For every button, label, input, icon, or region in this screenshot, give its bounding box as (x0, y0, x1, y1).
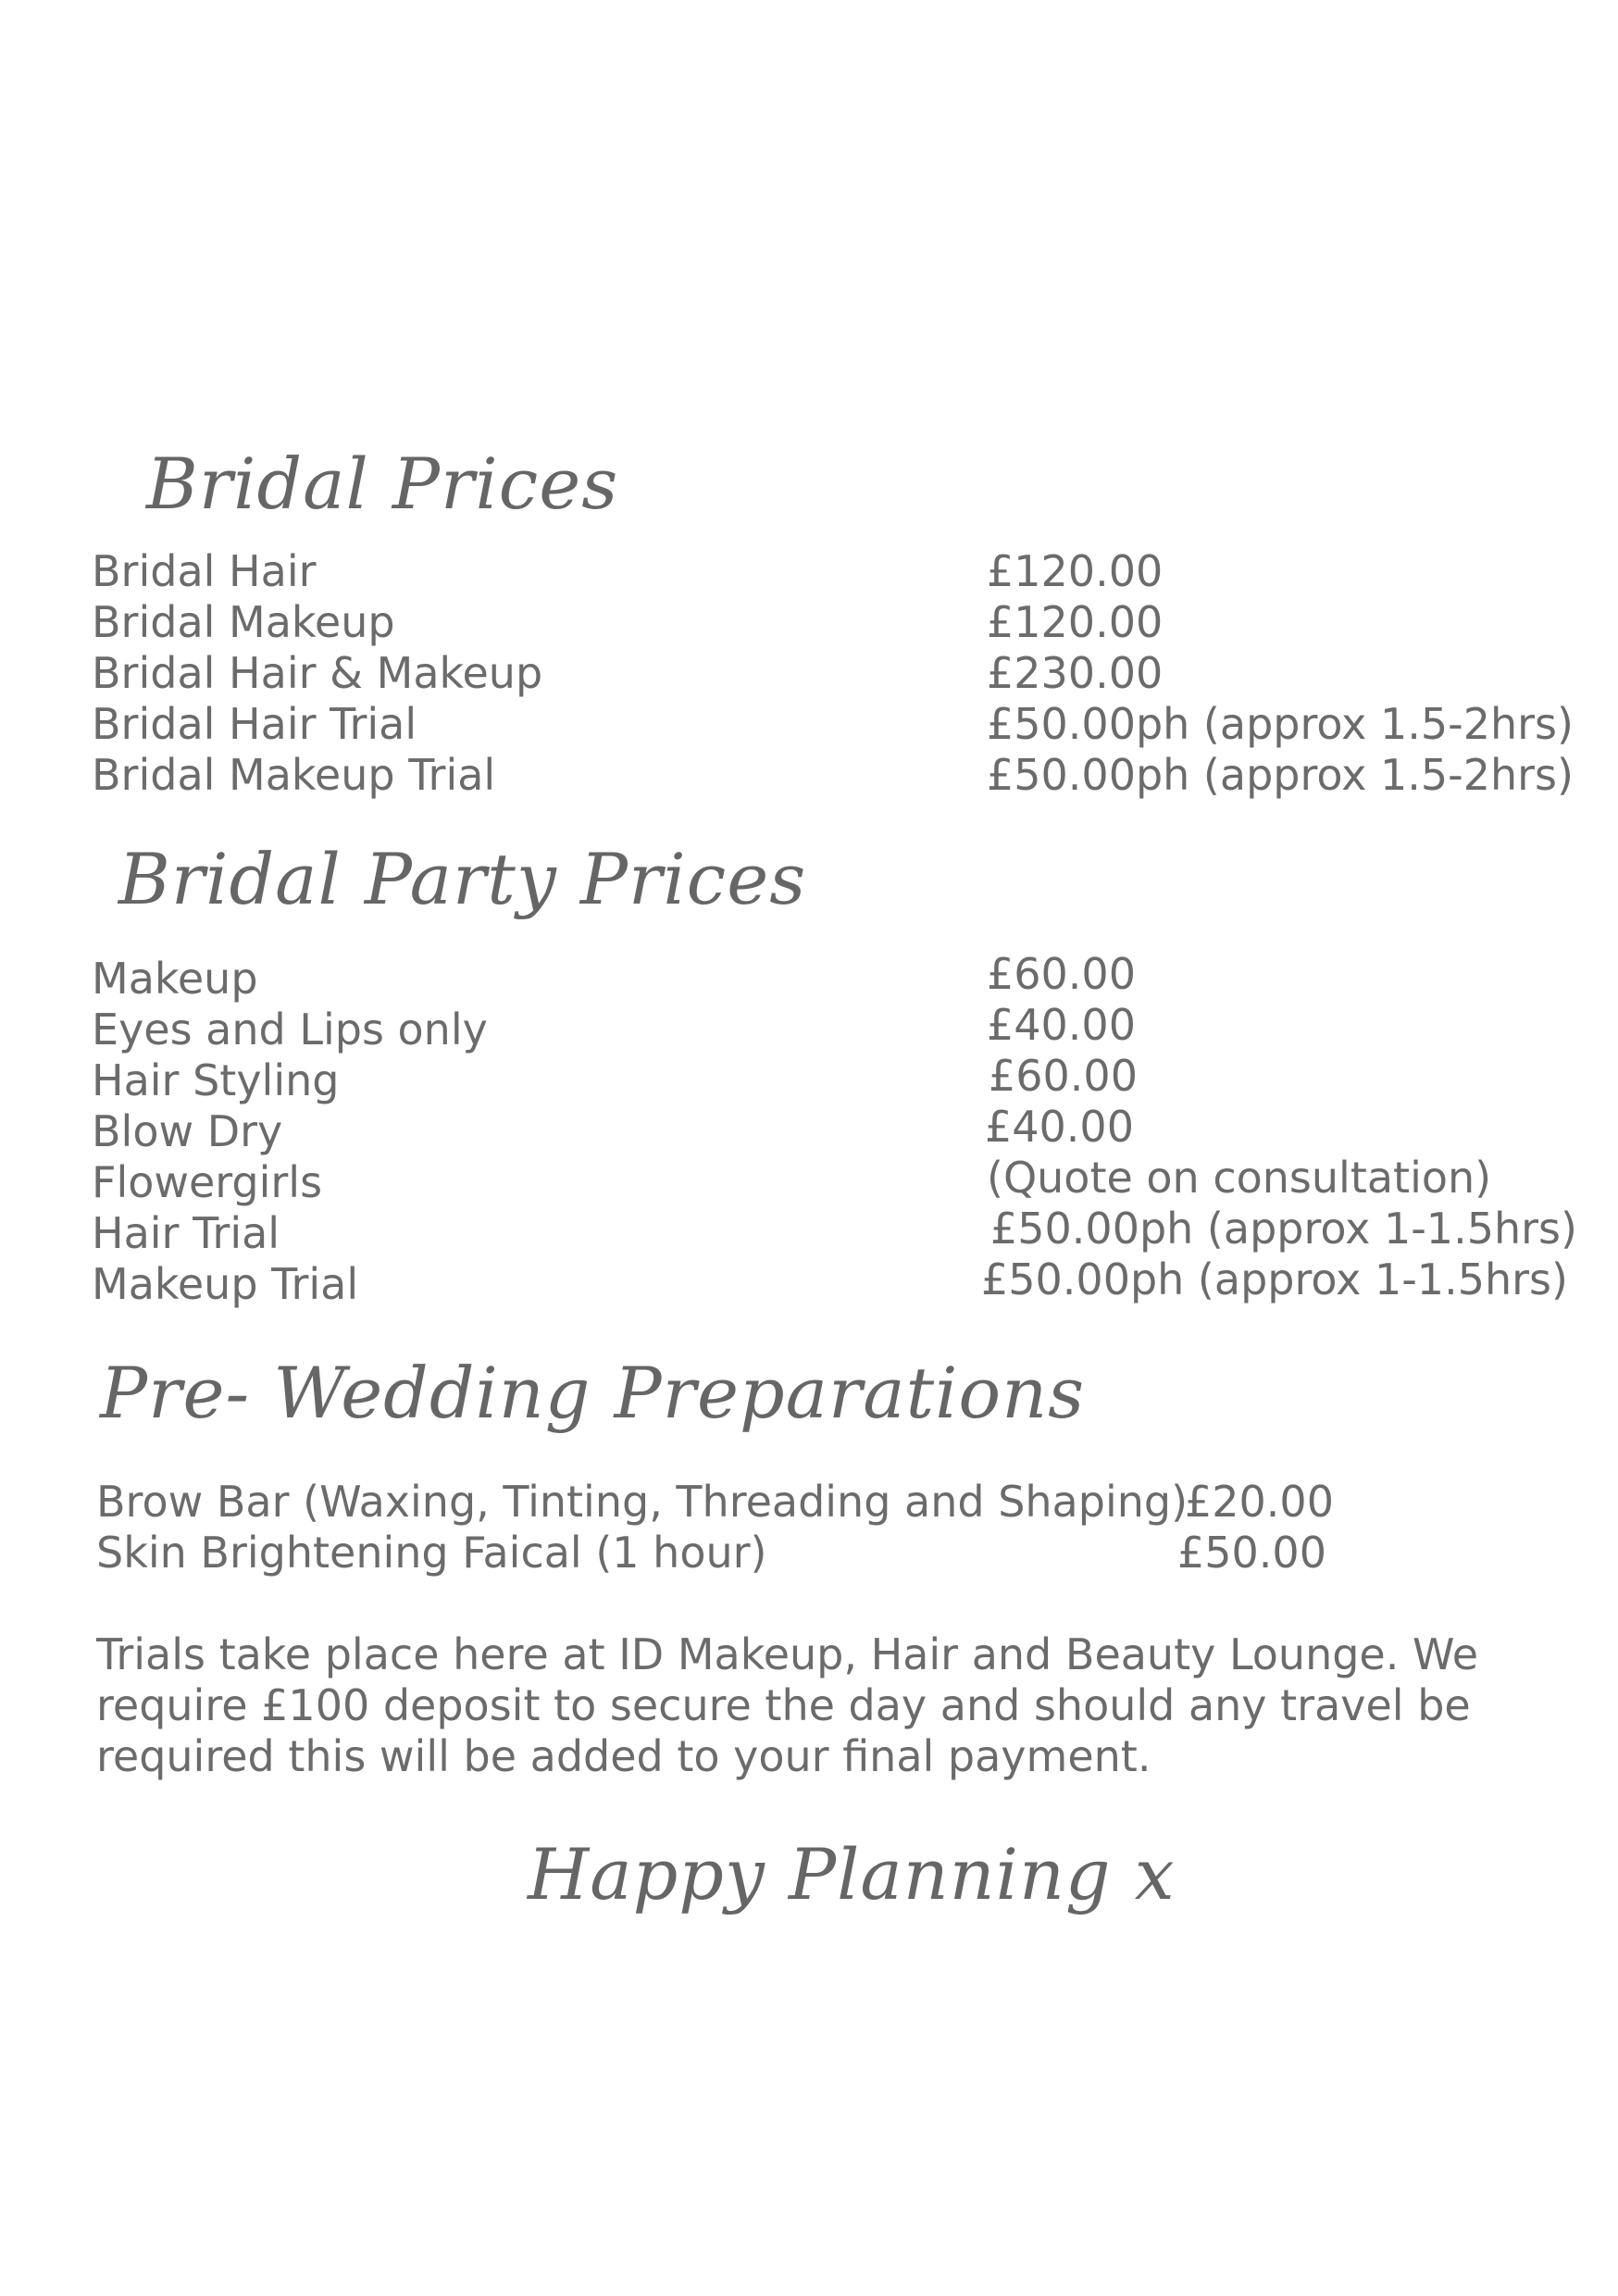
bridal-item-name: Bridal Makeup Trial (92, 750, 496, 800)
pre-wedding-preparations-heading: Pre- Wedding Preparations (100, 1352, 1086, 1434)
bridal-prices-heading: Bridal Prices (146, 443, 619, 525)
party-item-name: Blow Dry (92, 1106, 283, 1156)
deposit-note-line: require £100 deposit to secure the day and should any travel be (96, 1680, 1471, 1730)
prep-item-price: £20.00 (1185, 1477, 1334, 1527)
bridal-item-price: £50.00ph (approx 1.5-2hrs) (987, 750, 1574, 800)
party-item-price: £40.00 (985, 1102, 1134, 1152)
party-item-price: £40.00 (987, 1000, 1136, 1050)
party-item-name: Flowergirls (92, 1157, 323, 1207)
prep-item-price: £50.00 (1177, 1528, 1326, 1578)
prep-item-name: Brow Bar (Waxing, Tinting, Threading and Shaping) (96, 1477, 1189, 1527)
party-item-name: Makeup (92, 954, 258, 1004)
party-item-name: Makeup Trial (92, 1259, 359, 1309)
bridal-party-prices-heading: Bridal Party Prices (118, 838, 807, 920)
prep-item-name: Skin Brightening Faical (1 hour) (96, 1528, 767, 1578)
bridal-item-price: £120.00 (987, 546, 1164, 596)
party-item-name: Hair Trial (92, 1208, 280, 1258)
party-item-price: £50.00ph (approx 1-1.5hrs) (990, 1204, 1577, 1254)
bridal-item-price: £120.00 (987, 597, 1164, 647)
deposit-note-line: required this will be added to your final payment. (96, 1731, 1151, 1781)
party-item-price: £60.00 (989, 1051, 1138, 1101)
signoff-text: Happy Planning x (528, 1833, 1176, 1915)
bridal-item-name: Bridal Hair & Makeup (92, 648, 543, 698)
bridal-item-name: Bridal Hair Trial (92, 699, 417, 749)
bridal-item-price: £230.00 (987, 648, 1164, 698)
deposit-note (96, 1629, 1503, 1782)
party-item-price: £50.00ph (approx 1-1.5hrs) (981, 1254, 1568, 1304)
party-item-name: Eyes and Lips only (92, 1004, 488, 1054)
deposit-note-line: Trials take place here at ID Makeup, Hair and Beauty Lounge. We (96, 1629, 1479, 1679)
bridal-item-name: Bridal Makeup (92, 597, 395, 647)
bridal-item-name: Bridal Hair (92, 546, 317, 596)
party-item-price: £60.00 (987, 949, 1136, 999)
party-item-name: Hair Styling (92, 1055, 340, 1105)
party-item-price: (Quote on consultation) (987, 1153, 1492, 1203)
bridal-item-price: £50.00ph (approx 1.5-2hrs) (987, 699, 1574, 749)
